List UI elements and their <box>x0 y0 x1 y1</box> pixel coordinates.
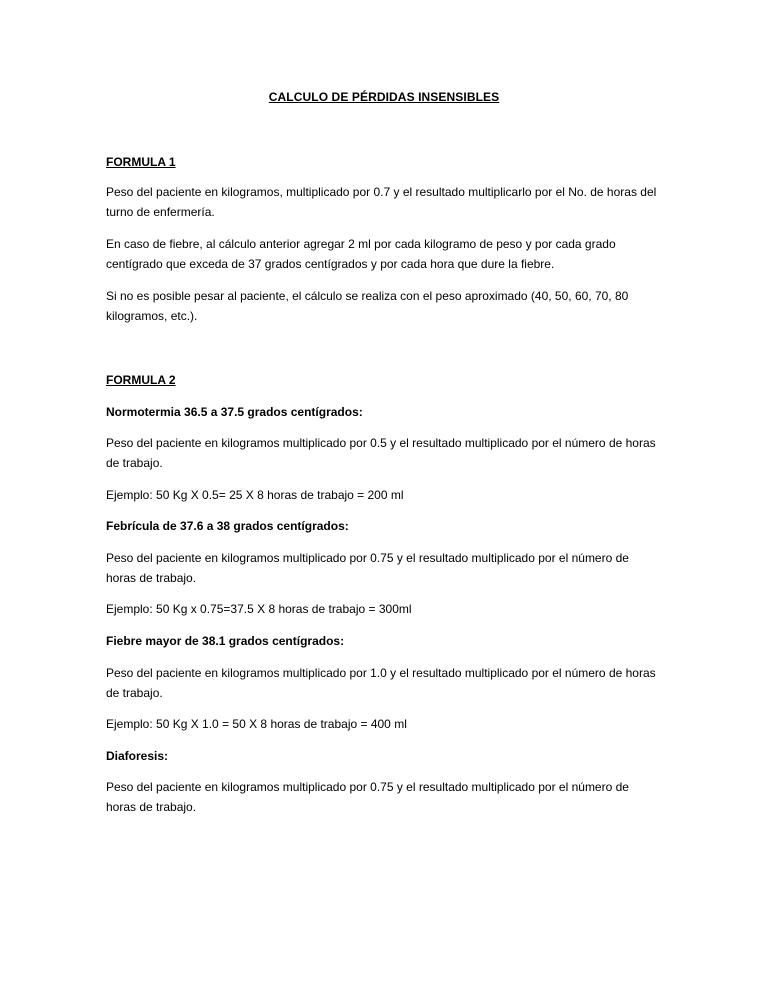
fiebre-title: Fiebre mayor de 38.1 grados centígrados: <box>106 634 345 648</box>
formula-1-paragraph-3: Si no es posible pesar al paciente, el cálculo se realiza con el peso aproximado (40, 50, 60, 70, 80 kilogramos, etc.). <box>106 289 629 323</box>
diaforesis-text: Peso del paciente en kilogramos multiplicado por 0.75 y el resultado multiplicado por el número de horas de trabajo. <box>106 780 629 814</box>
normotermia-title: Normotermia 36.5 a 37.5 grados centígrados: <box>106 405 363 419</box>
fiebre-text: Peso del paciente en kilogramos multiplicado por 1.0 y el resultado multiplicado por el número de horas de trabajo. <box>106 666 656 700</box>
diaforesis-title: Diaforesis: <box>106 749 169 763</box>
normotermia-text: Peso del paciente en kilogramos multiplicado por 0.5 y el resultado multiplicado por el número de horas de trabajo. <box>106 436 656 470</box>
formula-1-paragraph-2: En caso de fiebre, al cálculo anterior agregar 2 ml por cada kilogramo de peso y por cada grado centígrado que exceda de 37 grados centígrados y por cada hora que dure la fiebre. <box>106 237 616 271</box>
document-title: CALCULO DE PÉRDIDAS INSENSIBLES <box>268 90 500 104</box>
formula-1-paragraph-1: Peso del paciente en kilogramos, multiplicado por 0.7 y el resultado multiplicarlo por el No. de horas del turno de enfermería. <box>106 185 657 219</box>
normotermia-example: Ejemplo: 50 Kg X 0.5= 25 X 8 horas de trabajo = 200 ml <box>106 488 404 502</box>
febricula-text: Peso del paciente en kilogramos multiplicado por 0.75 y el resultado multiplicado por el número de horas de trabajo. <box>106 551 629 585</box>
formula-2-heading: FORMULA 2 <box>106 373 176 387</box>
febricula-title: Febrícula de 37.6 a 38 grados centígrados: <box>106 519 349 533</box>
febricula-example: Ejemplo: 50 Kg x 0.75=37.5 X 8 horas de trabajo = 300ml <box>106 602 412 616</box>
formula-1-heading: FORMULA 1 <box>106 155 176 169</box>
fiebre-example: Ejemplo: 50 Kg X 1.0 = 50 X 8 horas de trabajo = 400 ml <box>106 717 407 731</box>
